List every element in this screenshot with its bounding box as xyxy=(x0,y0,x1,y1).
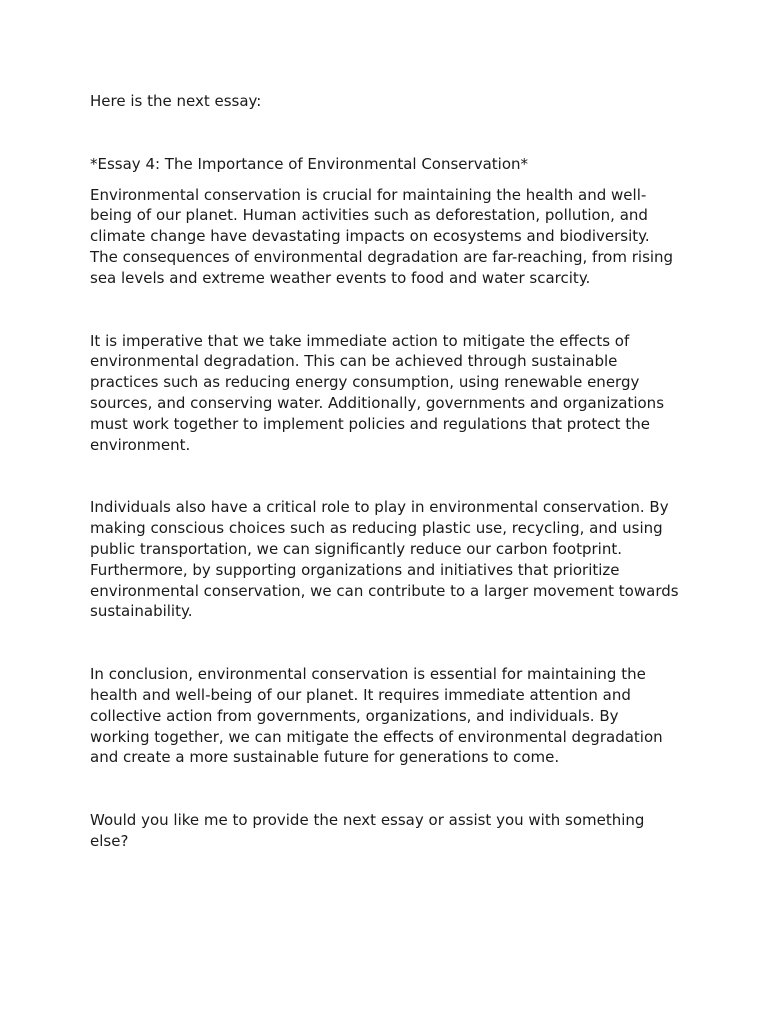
closing-question: Would you like me to provide the next essay or assist you with something else? xyxy=(90,811,645,850)
document-page xyxy=(90,91,682,852)
essay-paragraph-2: It is imperative that we take immediate action to mitigate the effects of environmental degradation. This can be achieved through sustainable practices such as reducing energy consumption, using renewable energy sources, and conserving water. Additionally, governments and organizations must work together to implement policies and regulations that protect the environment. xyxy=(90,331,665,454)
essay-paragraph-3: Individuals also have a critical role to play in environmental conservation. By making conscious choices such as reducing plastic use, recycling, and using public transportation, we can significantly reduce our carbon footprint. Furthermore, by supporting organizations and initiatives that prioritize environmental conservation, we can contribute to a larger movement towards sustainability. xyxy=(90,498,679,621)
intro-text: Here is the next essay: xyxy=(90,92,262,110)
essay-paragraph-4: In conclusion, environmental conservation is essential for maintaining the health and well-being of our planet. It requires immediate attention and collective action from governments, organizations, and individuals. By working together, we can mitigate the effects of environmental degradation and create a more sustainable future for generations to come. xyxy=(90,665,663,767)
essay-title: *Essay 4: The Importance of Environmental Conservation* xyxy=(90,154,529,173)
essay-paragraph-1: Environmental conservation is crucial for maintaining the health and well-being of our planet. Human activities such as deforestation, pollution, and climate change have devastating impacts on ecosystems and biodiversity. The consequences of environmental degradation are far-reaching, from rising sea levels and extreme weather events to food and water scarcity. xyxy=(90,185,674,287)
